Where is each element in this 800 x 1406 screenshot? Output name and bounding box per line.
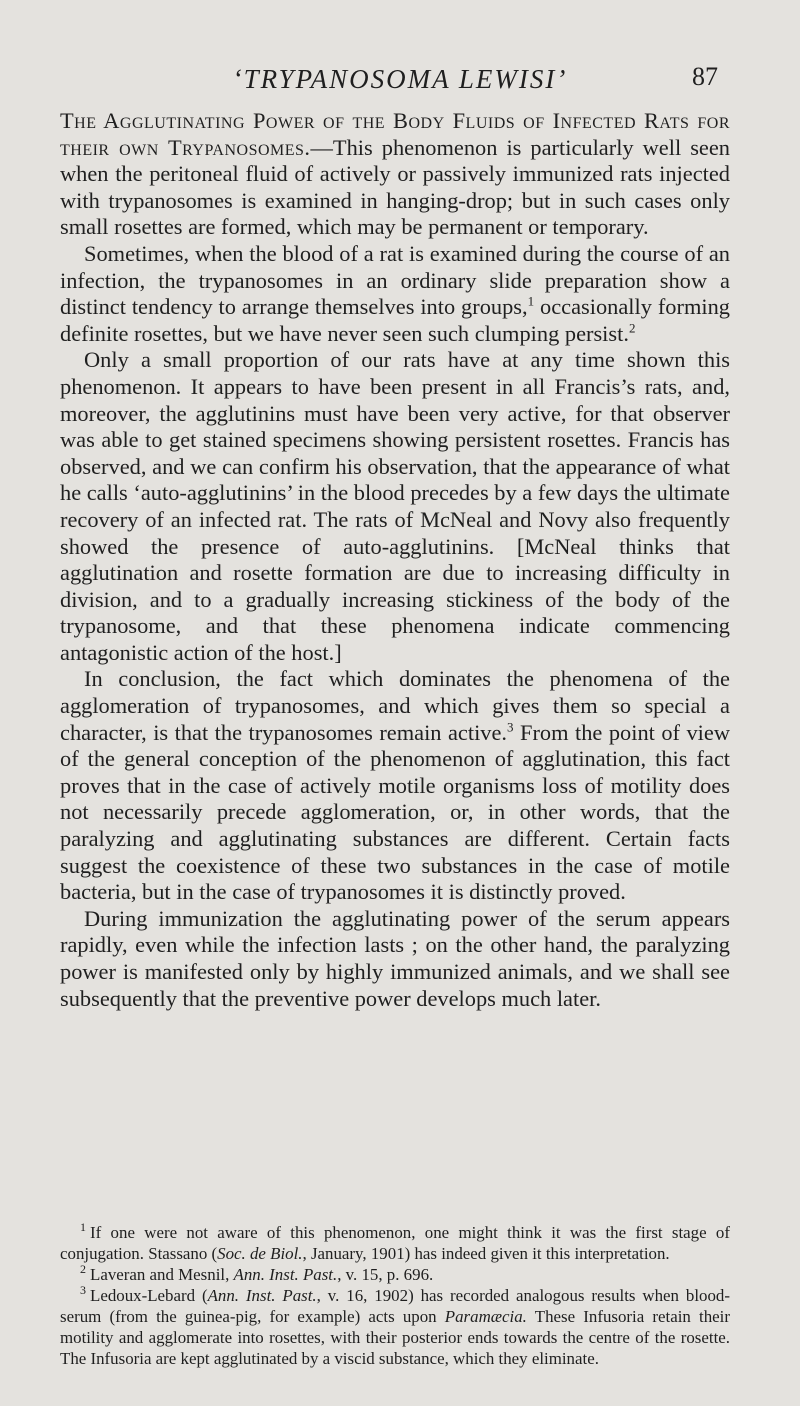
footnote-1-number: 1 — [80, 1220, 86, 1235]
page-number: 87 — [692, 62, 718, 91]
footnote-2-journal: Ann. Inst. Past. — [233, 1265, 338, 1284]
footnote-2-text-a: Laveran and Mesnil, — [90, 1265, 234, 1284]
body-text — [60, 108, 730, 1012]
paragraph-4 — [60, 666, 730, 905]
footnote-2-number: 2 — [80, 1262, 86, 1277]
footnote-2-text-b: , v. 15, p. 696. — [337, 1265, 434, 1284]
footnote-2 — [60, 1264, 730, 1285]
paragraph-2-text-b: occasionally forming definite rosettes, but we have never seen such clumping persist. — [60, 294, 730, 346]
paragraph-4-text-b: From the point of view of the general conception of the phenomenon of agglutination, this fact proves that in the case of actively motile organisms loss of motility does not necessarily precede agglomeration, or, in other words, that the paralyzing and agglutinating substances are different. Certain facts suggest the coexistence of these two substances in the case of motile bacteria, but in the case of trypanosomes it is distinctly proved. — [60, 719, 730, 905]
intro-text: —This phenomenon is particularly well seen when the peritoneal fluid of actively or passively immunized rats injected with trypanosomes is examined in hanging-drop; but in such cases only small rosettes are formed, which may be permanent or temporary. — [60, 134, 730, 240]
running-title: ‘TRYPANOSOMA LEWISI’ — [232, 64, 568, 94]
running-head — [0, 60, 800, 100]
footnote-3-number: 3 — [80, 1283, 86, 1298]
footnote-3-genus: Paramæcia. — [444, 1307, 527, 1326]
paragraph-4-text-a: In conclusion, the fact which dominates the phenomena of the agglomeration of trypanosomes, and which gives them so special a character, is that the trypanosomes remain active. — [60, 666, 730, 745]
footnote-3-journal: Ann. Inst. Past. — [207, 1286, 317, 1305]
footnote-1-journal: Soc. de Biol. — [217, 1244, 303, 1263]
footnotes — [60, 1222, 730, 1369]
section-heading: The Agglutinating Power of the Body Fluids of Infected Rats for their own Trypanosomes. — [60, 108, 730, 160]
footnote-3-text-c: These Infusoria retain their motility and agglomerate into rosettes, with their posterior ends towards the centre of the rosette. The Infusoria are kept agglutinated by a viscid substance, which they eliminate. — [60, 1307, 730, 1368]
paragraph-intro — [60, 108, 730, 241]
footnote-3-text-b: , v. 16, 1902) has recorded analogous results when blood-serum (from the guinea-pig, for example) acts upon — [60, 1286, 730, 1326]
footnote-1-text-a: If one were not aware of this phenomenon, one might think it was the first stage of conjugation. Stassano ( — [60, 1223, 730, 1263]
footnote-1-text-b: , January, 1901) has indeed given it this interpretation. — [302, 1244, 670, 1263]
paragraph-2 — [60, 241, 730, 347]
footnote-1 — [60, 1222, 730, 1264]
paragraph-2-text-a: Sometimes, when the blood of a rat is examined during the course of an infection, the trypanosomes in an ordinary slide preparation show a distinct tendency to arrange themselves into groups, — [60, 240, 730, 320]
paragraph-3: Only a small proportion of our rats have at any time shown this phenomenon. It appears to have been present in all Francis’s rats, and, moreover, the agglutinins must have been very active, for that observer was able to get stained specimens showing persistent rosettes. Francis has observed, and we can confirm his observation, that the appearance of what he calls ‘auto-agglutinins’ in the blood precedes by a few days the ultimate recovery of an infected rat. The rats of McNeal and Novy also frequently showed the presence of auto-agglutinins. [McNeal thinks that agglutination and rosette formation are due to increasing difficulty in division, and to a gradually increasing stickiness of the body of the trypanosome, and that these phenomena indicate commencing antagonistic action of the host.] — [60, 347, 730, 665]
footnote-ref-2: 2 — [628, 320, 636, 336]
footnote-3-text-a: Ledoux-Lebard ( — [90, 1286, 208, 1305]
paragraph-5: During immunization the agglutinating power of the serum appears rapidly, even while the infection lasts ; on the other hand, the paralyzing power is manifested only by highly immunized animals, and we shall see subsequently that the preventive power develops much later. — [60, 905, 730, 1011]
footnote-ref-1: 1 — [527, 293, 535, 309]
footnote-3 — [60, 1285, 730, 1369]
footnote-ref-3: 3 — [507, 719, 514, 735]
